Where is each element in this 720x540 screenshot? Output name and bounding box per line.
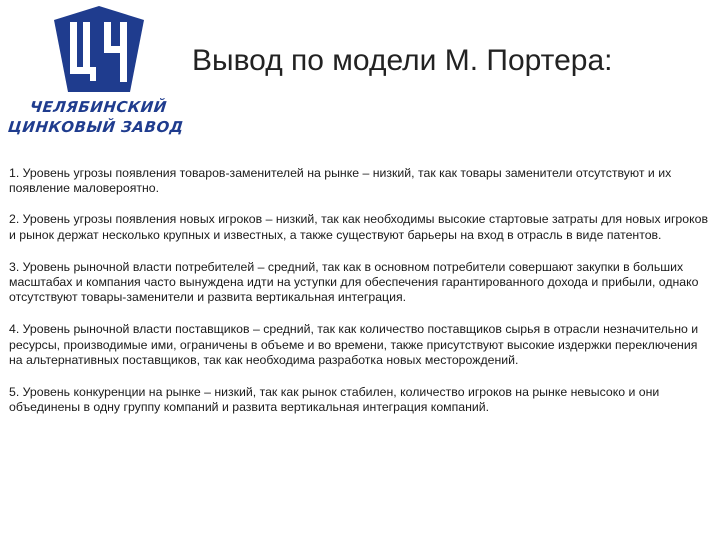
list-item: 5. Уровень конкуренции на рынке – низкий, так как рынок стабилен, количество игроков на рынке невысоко и они объединены в одну группу компаний и развита вертикальная интеграция компаний. bbox=[9, 385, 660, 415]
list-item: 1. Уровень угрозы появления товаров-заменителей на рынке – низкий, так как товары заменители отсутствуют и их появление маловероятно. bbox=[9, 166, 672, 196]
pentagon-logo-icon bbox=[54, 6, 144, 92]
slide-title: Вывод по модели М. Портера: bbox=[192, 44, 613, 77]
conclusion-list bbox=[9, 166, 714, 432]
logo-text-line1: ЧЕЛЯБИНСКИЙ bbox=[29, 98, 168, 116]
list-item: 3. Уровень рыночной власти потребителей – средний, так как в основном потребители совершают закупки в больших масштабах и компания часто вынуждена идти на уступки для обеспечения гарантированного дохода и прибыли, однако отсутствуют товары-заменители и развита вертикальная интеграция. bbox=[9, 259, 699, 305]
list-item: 4. Уровень рыночной власти поставщиков – средний, так как количество поставщиков сырья в отрасли незначительно и ресурсы, производимые ими, ограничены в объеме и во времени, также присутствуют высокие издержки переключения на альтернативных поставщиков, так как необходима разработка новых месторождений. bbox=[9, 322, 699, 367]
logo-text-line2: ЦИНКОВЫЙ ЗАВОД bbox=[7, 118, 185, 136]
list-item: 2. Уровень угрозы появления новых игроков – низкий, так как необходимы высокие стартовые затраты для новых игроков и рынок держат несколько крупных и известных, а также существуют барьеры на вход в отрасль в виде патентов. bbox=[9, 212, 708, 242]
company-logo bbox=[6, 4, 190, 136]
